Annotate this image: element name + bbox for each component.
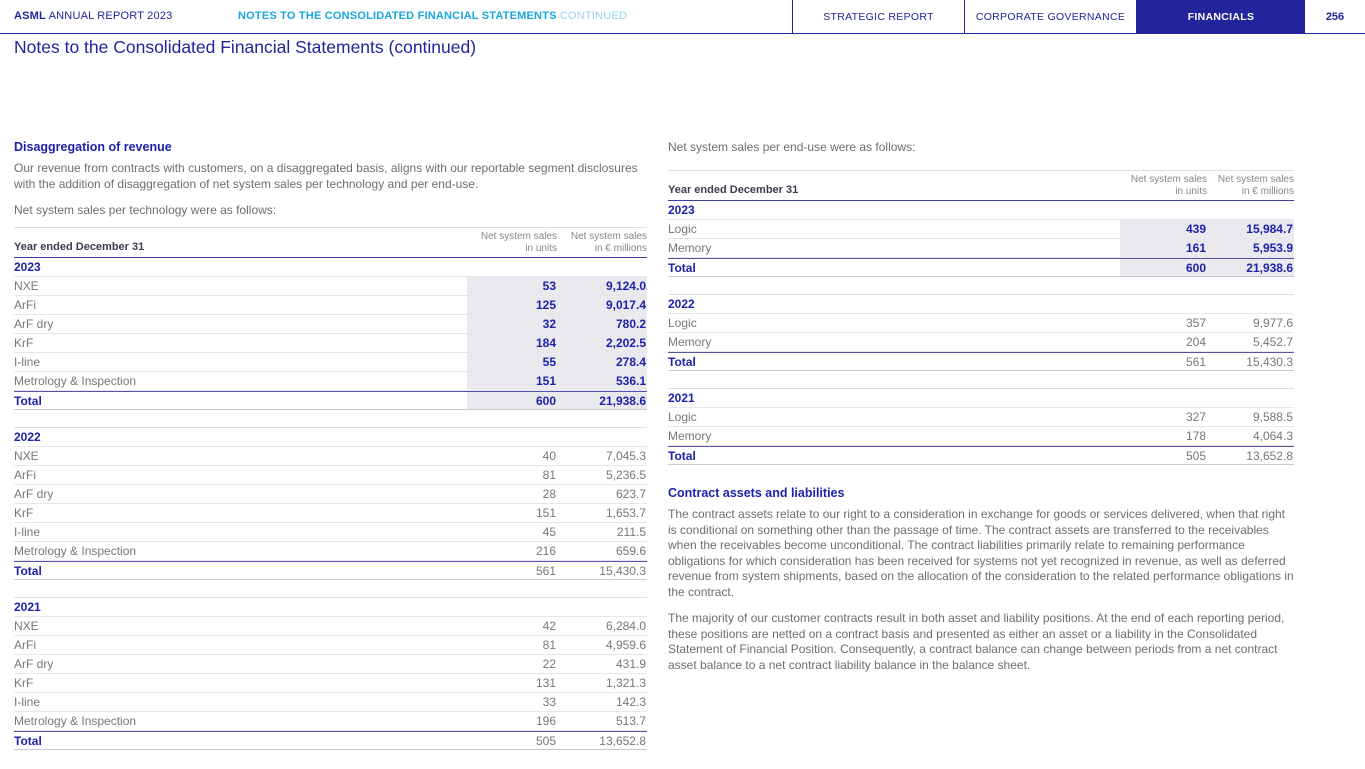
table-row [14, 504, 647, 523]
row-label: ArFi [14, 468, 36, 482]
year-label: 2022 [668, 297, 695, 311]
table-row [668, 220, 1294, 239]
millions-value: 4,959.6 [605, 638, 646, 652]
units-value: 125 [467, 296, 557, 314]
table-header-row [14, 227, 647, 258]
units-value: 55 [467, 353, 557, 371]
year-heading-row [668, 389, 1294, 408]
table-row [14, 693, 647, 712]
section-heading-disaggregation-of-revenue: Disaggregation of revenue [14, 140, 172, 154]
millions-total: 13,652.8 [599, 734, 646, 748]
row-label: Memory [668, 335, 712, 349]
millions-value: 9,017.4 [557, 296, 647, 314]
row-label: KrF [14, 336, 34, 350]
year-label: 2023 [14, 260, 41, 274]
total-label: Total [14, 563, 42, 578]
row-label: NXE [14, 449, 39, 463]
row-label: ArFi [14, 298, 36, 312]
row-label: Logic [668, 316, 697, 330]
millions-value: 1,653.7 [605, 506, 646, 520]
units-value: 32 [467, 315, 557, 333]
millions-value: 9,977.6 [1252, 316, 1293, 330]
total-label: Total [668, 260, 696, 275]
units-value: 151 [467, 372, 557, 390]
row-label: I-line [14, 525, 41, 539]
row-label: I-line [14, 695, 41, 709]
total-row [14, 731, 647, 750]
table-row [14, 636, 647, 655]
units-value: 161 [1120, 239, 1207, 257]
table-row [14, 447, 647, 466]
year-heading-row [14, 258, 647, 277]
units-total: 561 [1185, 355, 1206, 369]
year-group-2021 [668, 388, 1294, 465]
units-value: 439 [1120, 220, 1207, 238]
millions-value: 623.7 [615, 487, 646, 501]
units-total: 505 [1185, 449, 1206, 463]
units-total: 505 [535, 734, 556, 748]
column-header-millions: Net system sales in € millions [570, 231, 647, 254]
millions-value: 142.3 [615, 695, 646, 709]
left-column [14, 140, 647, 750]
total-row [668, 446, 1294, 465]
millions-value: 211.5 [616, 525, 646, 539]
millions-total: 21,938.6 [557, 392, 647, 409]
header-divider [0, 33, 1365, 34]
millions-value: 7,045.3 [605, 449, 646, 463]
table-row [14, 712, 647, 731]
units-value: 131 [535, 676, 556, 690]
table-row [14, 542, 647, 561]
table-row [14, 617, 647, 636]
running-header-title: NOTES TO THE CONSOLIDATED FINANCIAL STATEMENTS CONTINUED [238, 10, 628, 22]
table-row [14, 296, 647, 315]
row-label: KrF [14, 676, 34, 690]
tab-financials[interactable]: FINANCIALS [1136, 0, 1305, 33]
units-value: 357 [1185, 316, 1206, 330]
row-label: ArF dry [14, 317, 54, 331]
total-row [14, 561, 647, 580]
units-value: 196 [535, 714, 556, 728]
year-group-2021 [14, 597, 647, 750]
millions-value: 780.2 [557, 315, 647, 333]
section-tabs [792, 0, 1365, 33]
units-total: 600 [467, 392, 557, 409]
units-value: 216 [535, 544, 556, 558]
year-heading-row [14, 598, 647, 617]
table-row [668, 408, 1294, 427]
units-value: 53 [467, 277, 557, 295]
millions-value: 4,064.3 [1252, 429, 1293, 443]
table-row [14, 655, 647, 674]
table-row [668, 239, 1294, 258]
millions-value: 9,588.5 [1252, 410, 1293, 424]
page-title: Notes to the Consolidated Financial Statements (continued) [14, 37, 477, 57]
millions-value: 5,452.7 [1252, 335, 1293, 349]
millions-value: 6,284.0 [605, 619, 646, 633]
units-value: 81 [542, 468, 556, 482]
table-row [14, 485, 647, 504]
tab-strategic-report[interactable]: STRATEGIC REPORT [792, 0, 964, 33]
millions-total: 13,652.8 [1246, 449, 1293, 463]
total-label: Total [668, 448, 696, 463]
table-row [668, 427, 1294, 446]
millions-value: 659.6 [615, 544, 646, 558]
units-value: 45 [542, 525, 556, 539]
total-label: Total [668, 354, 696, 369]
page-number: 256 [1325, 10, 1345, 23]
row-label: NXE [14, 619, 39, 633]
row-label: Memory [668, 429, 712, 443]
tab-corporate-governance[interactable]: CORPORATE GOVERNANCE [964, 0, 1136, 33]
units-total: 561 [535, 564, 556, 578]
table-row [14, 372, 647, 391]
row-label: Memory [668, 241, 712, 255]
table-row [14, 315, 647, 334]
year-group-2022 [14, 427, 647, 580]
table-row [668, 333, 1294, 352]
row-label: ArF dry [14, 487, 54, 501]
millions-value: 431.9 [615, 657, 646, 671]
table-row [14, 353, 647, 372]
column-header-units: Net system sales in units [1130, 174, 1207, 197]
year-heading-row [668, 295, 1294, 314]
year-heading-row [14, 428, 647, 447]
units-value: 33 [542, 695, 556, 709]
brand-report-label: ANNUAL REPORT 2023 [45, 10, 173, 22]
row-label: Metrology & Inspection [14, 714, 137, 728]
running-header-continued: CONTINUED [556, 10, 628, 22]
millions-value: 2,202.5 [557, 334, 647, 352]
units-value: 184 [467, 334, 557, 352]
millions-value: 513.7 [615, 714, 646, 728]
row-label: Metrology & Inspection [14, 544, 137, 558]
column-header-year: Year ended December 31 [14, 241, 145, 253]
net-system-sales-per-end-use-table [668, 170, 1294, 465]
column-header-year: Year ended December 31 [668, 184, 799, 196]
contract-paragraph-2: The majority of our customer contracts result in both asset and liability positions. At the end of each reporting period, these positions are netted on a contract basis and presented as either an asset or a liability in the Consolidated Statement of Financial Position. Consequently, a contract balance can change between periods from a net contract asset balance to a net contract liability balance in the balance sheet. [668, 611, 1285, 672]
table-header-row [668, 170, 1294, 201]
millions-value: 278.4 [557, 353, 647, 371]
units-value: 81 [542, 638, 556, 652]
total-row [668, 258, 1294, 277]
table-row [668, 314, 1294, 333]
total-label: Total [14, 393, 42, 408]
right-column [668, 140, 1294, 684]
row-label: Metrology & Inspection [14, 374, 137, 388]
millions-value: 15,984.7 [1207, 220, 1294, 238]
total-row [668, 352, 1294, 371]
millions-value: 5,953.9 [1207, 239, 1294, 257]
table-row [14, 334, 647, 353]
units-value: 42 [542, 619, 556, 633]
table-row [14, 523, 647, 542]
table-row [14, 674, 647, 693]
year-label: 2021 [14, 600, 41, 614]
contract-paragraph-1: The contract assets relate to our right to a consideration in exchange for goods or services delivered, when that right is conditional on something other than the passage of time. The contract assets are transferred to the receivables when the receivables become unconditional. The contract liabilities primarily relate to remaining performance obligations for which consideration has been received for systems not yet recognized in revenue, as well as deferred revenue from system shipments, based on the allocation of the consideration to the related performance obligations in the contract. [668, 507, 1294, 599]
millions-total: 15,430.3 [599, 564, 646, 578]
total-label: Total [14, 733, 42, 748]
units-value: 40 [542, 449, 556, 463]
column-header-units: Net system sales in units [480, 231, 557, 254]
table-row [14, 277, 647, 296]
units-value: 204 [1185, 335, 1206, 349]
year-label: 2023 [668, 203, 695, 217]
top-header-bar [0, 0, 1365, 33]
units-value: 22 [542, 657, 556, 671]
millions-total: 21,938.6 [1207, 259, 1294, 276]
units-value: 327 [1185, 410, 1206, 424]
net-system-sales-per-technology-table [14, 227, 647, 750]
millions-value: 1,321.3 [605, 676, 646, 690]
year-label: 2021 [668, 391, 695, 405]
units-value: 28 [542, 487, 556, 501]
row-label: Logic [668, 222, 697, 236]
end-use-table-caption: Net system sales per end-use were as follows: [668, 140, 916, 154]
year-group-2023 [668, 201, 1294, 277]
report-brand [14, 0, 172, 33]
millions-total: 15,430.3 [1246, 355, 1293, 369]
brand-name: ASML [14, 10, 46, 22]
units-value: 178 [1185, 429, 1206, 443]
intro-paragraph: Our revenue from contracts with customers, on a disaggregated basis, aligns with our reportable segment disclosures with the addition of disaggregation of net system sales per technology and per end-use. [14, 161, 638, 191]
table-row [14, 466, 647, 485]
row-label: ArFi [14, 638, 36, 652]
year-heading-row [668, 201, 1294, 220]
section-heading-contract-assets-and-liabilities: Contract assets and liabilities [668, 486, 845, 500]
row-label: Logic [668, 410, 697, 424]
units-value: 151 [535, 506, 556, 520]
technology-table-caption: Net system sales per technology were as follows: [14, 203, 277, 217]
year-label: 2022 [14, 430, 41, 444]
row-label: NXE [14, 279, 39, 293]
row-label: I-line [14, 355, 41, 369]
row-label: ArF dry [14, 657, 54, 671]
total-row [14, 391, 647, 410]
millions-value: 9,124.0 [557, 277, 647, 295]
year-group-2023 [14, 258, 647, 410]
units-total: 600 [1120, 259, 1207, 276]
millions-value: 5,236.5 [605, 468, 646, 482]
year-group-2022 [668, 294, 1294, 371]
column-header-millions: Net system sales in € millions [1217, 174, 1294, 197]
row-label: KrF [14, 506, 34, 520]
millions-value: 536.1 [557, 372, 647, 390]
